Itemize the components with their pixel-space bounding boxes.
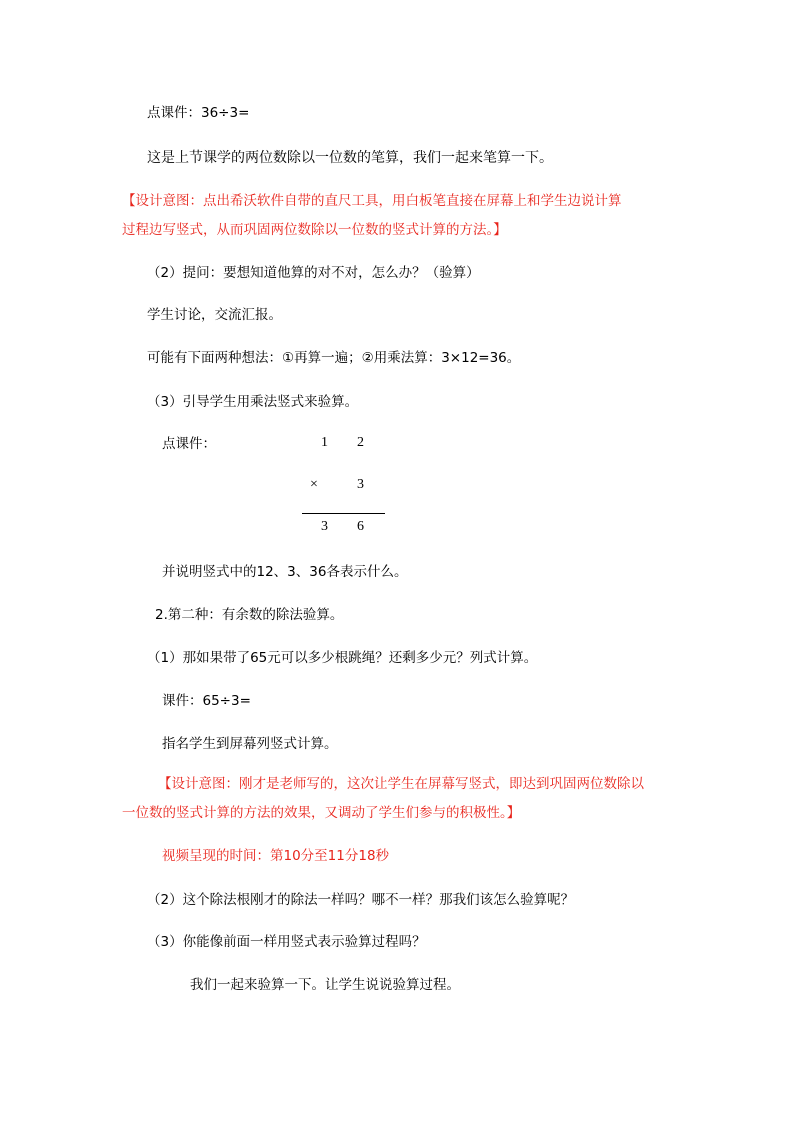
student-discussion: 学生讨论，交流汇报。	[147, 307, 282, 323]
explain-meaning: 并说明竖式中的12、3、36各表示什么。	[162, 564, 408, 580]
design-intent-1-line2: 过程边写竖式，从而巩固两位数除以一位数的竖式计算的方法。】	[122, 222, 507, 238]
question-how-to-check: （2）提问：要想知道他算的对不对，怎么办？（验算）	[147, 265, 480, 281]
product-tens: 3	[321, 519, 328, 534]
calc-underline	[302, 513, 385, 514]
multiplier: 3	[357, 477, 364, 492]
design-intent-1-line1: 【设计意图：点出希沃软件自带的直尺工具，用白板笔直接在屏幕上和学生边说计算	[122, 193, 622, 209]
paragraph-review-division: 这是上节课学的两位数除以一位数的笔算，我们一起来笔算一下。	[147, 150, 553, 166]
student-board-calc: 指名学生到屏幕列竖式计算。	[162, 736, 338, 752]
question-compare-division: （2）这个除法根刚才的除法一样吗？哪不一样？那我们该怎么验算呢？	[147, 892, 575, 908]
question-vertical-check: （3）你能像前面一样用竖式表示验算过程吗？	[147, 934, 426, 950]
multiplicand-tens: 1	[321, 435, 328, 450]
two-possible-methods: 可能有下面两种想法：①再算一遍；②用乘法算：3×12=36。	[147, 350, 521, 366]
design-intent-2-line1: 【设计意图：刚才是老师写的，这次让学生在屏幕写竖式，即达到巩固两位数除以	[158, 776, 644, 792]
check-together: 我们一起来验算一下。让学生说说验算过程。	[190, 977, 460, 993]
multiplicand-ones: 2	[357, 435, 364, 450]
multiply-sign: ×	[310, 477, 318, 492]
courseware-label: 点课件：	[162, 436, 216, 452]
courseware-division-36: 点课件：36÷3=	[147, 105, 250, 121]
courseware-division-65: 课件：65÷3=	[162, 693, 251, 709]
product-ones: 6	[357, 519, 364, 534]
question-jump-rope: （1）那如果带了65元可以多少根跳绳？还剩多少元？列式计算。	[147, 650, 538, 666]
video-time-note: 视频呈现的时间：第10分至11分18秒	[162, 848, 390, 864]
guide-multiplication-check: （3）引导学生用乘法竖式来验算。	[147, 394, 359, 410]
section-remainder-check: 2.第二种：有余数的除法验算。	[155, 607, 344, 623]
design-intent-2-line2: 一位数的竖式计算的方法的效果，又调动了学生们参与的积极性。】	[122, 805, 521, 821]
